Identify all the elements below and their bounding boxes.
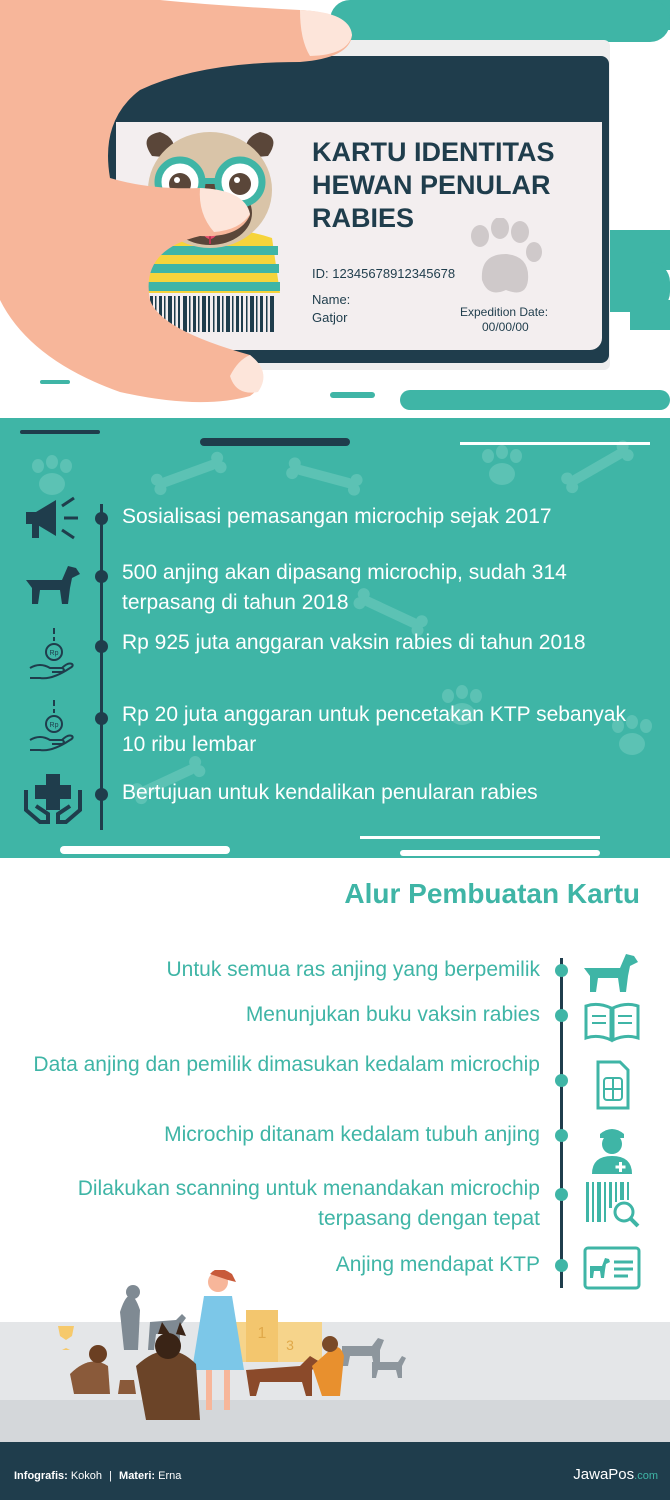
dog-show-illustration: [0, 1270, 670, 1442]
flow-step-text: Untuk semua ras anjing yang berpemilik: [166, 958, 540, 981]
svg-text:Rp: Rp: [49, 722, 59, 729]
svg-text:3: 3: [286, 1337, 294, 1353]
timeline-dot: [555, 1129, 568, 1142]
doctor-icon: [582, 1122, 642, 1176]
timeline-dot: [95, 570, 108, 583]
flow-step-text: Menunjukan buku vaksin rabies: [245, 1003, 540, 1026]
book-icon: [582, 996, 642, 1050]
credit-infografis-value: Kokoh: [70, 1470, 103, 1482]
timeline-dot: [95, 640, 108, 653]
timeline-dot: [555, 1009, 568, 1022]
coin-hand-icon: [22, 628, 86, 682]
card-expedition-label: Expedition Date:: [460, 305, 549, 319]
card-name-label: Name:: [312, 292, 351, 307]
flow-step-text: Microchip ditanam kedalam tubuh anjing: [164, 1123, 540, 1146]
credit-infografis-label: Infografis:: [14, 1470, 68, 1482]
jawapos-logo: [573, 1466, 658, 1483]
facts-timeline: [100, 504, 103, 830]
header-section: [0, 0, 670, 410]
timeline-dot: [555, 1074, 568, 1087]
sim-chip-icon: [582, 1058, 642, 1112]
flow-step-text: Data anjing dan pemilik dimasukan kedalam microchip: [33, 1053, 540, 1076]
dog-icon: [582, 946, 642, 1000]
fact-text: Rp 20 juta anggaran untuk pencetakan KTP sebanyak 10 ribu lembar: [122, 703, 626, 756]
flow-timeline: [560, 958, 563, 1288]
facts-section: [0, 418, 670, 858]
coin-hand-icon: [22, 700, 86, 754]
fact-text: 500 anjing akan dipasang microchip, sudah 314 terpasang di tahun 2018: [122, 561, 567, 614]
fact-text: Rp 925 juta anggaran vaksin rabies di tahun 2018: [122, 631, 586, 654]
timeline-dot: [555, 964, 568, 977]
logo-accent: .com: [634, 1470, 658, 1482]
credits: [14, 1470, 181, 1482]
svg-text:1: 1: [257, 1325, 267, 1342]
fact-text: Bertujuan untuk kendalikan penularan rabies: [122, 781, 538, 804]
fact-text: Sosialisasi pemasangan microchip sejak 2017: [122, 505, 552, 528]
timeline-dot: [555, 1188, 568, 1201]
hand-illustration: [0, 0, 360, 410]
svg-text:Rp: Rp: [49, 650, 59, 657]
card-name-value: Gatjor: [312, 310, 348, 325]
credit-separator: |: [109, 1470, 112, 1482]
flow-step-text: Dilakukan scanning untuk menandakan microchip terpasang dengan tepat: [77, 1177, 540, 1230]
flow-section: [0, 858, 670, 1320]
flow-title: Alur Pembuatan Kartu: [344, 878, 640, 909]
footer: [0, 1442, 670, 1500]
health-hands-icon: [22, 770, 86, 824]
timeline-dot: [95, 788, 108, 801]
logo-main: JawaPos: [573, 1466, 635, 1483]
credit-materi-value: Erna: [158, 1470, 182, 1482]
card-title: KARTU IDENTITAS HEWAN PENULAR RABIES: [312, 137, 555, 233]
credit-materi-label: Materi:: [119, 1470, 156, 1482]
timeline-dot: [95, 712, 108, 725]
flow-step-text: Anjing mendapat KTP: [335, 1253, 540, 1276]
dog-icon: [22, 558, 86, 612]
barcode-scan-icon: [582, 1176, 642, 1230]
card-id: ID: 12345678912345678: [312, 266, 456, 281]
card-expedition-value: 00/00/00: [482, 320, 529, 334]
timeline-dot: [95, 512, 108, 525]
megaphone-icon: [22, 492, 86, 546]
